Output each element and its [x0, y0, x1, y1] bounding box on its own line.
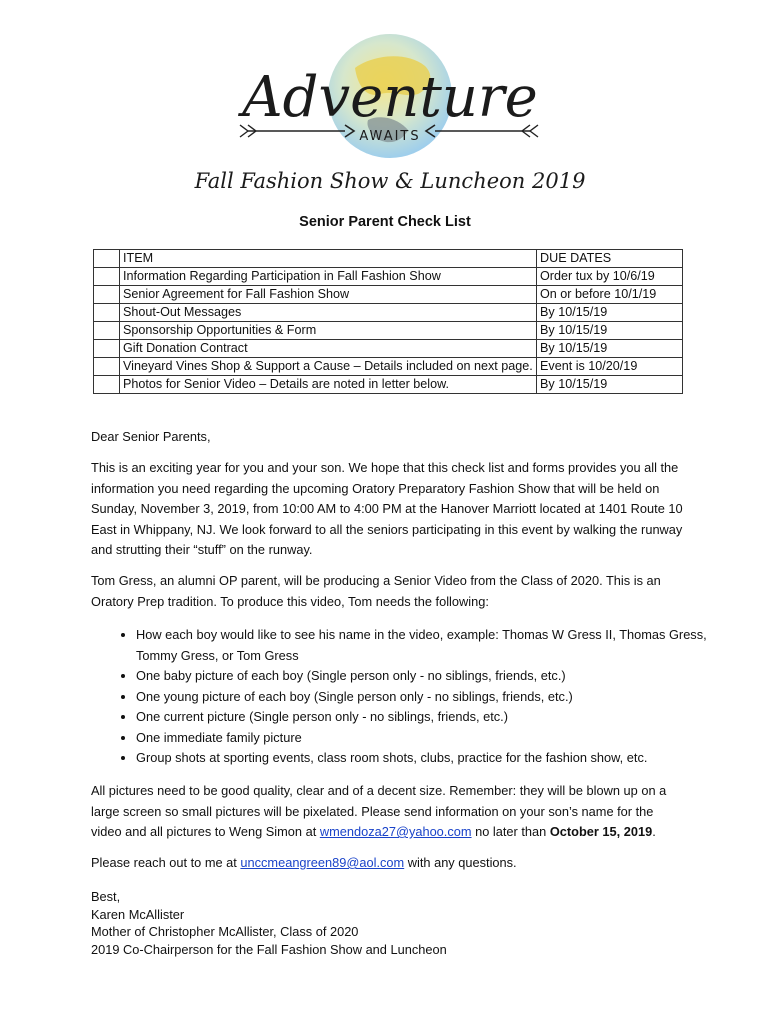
- header-item: ITEM: [120, 250, 537, 268]
- checkbox-cell[interactable]: [94, 340, 120, 358]
- table-row: [94, 286, 683, 304]
- contact-text-end: with any questions.: [404, 855, 517, 870]
- due-cell: By 10/15/19: [537, 376, 683, 394]
- due-cell: By 10/15/19: [537, 304, 683, 322]
- header-due-dates: DUE DATES: [537, 250, 683, 268]
- table-row: [94, 268, 683, 286]
- list-item: • One current picture (Single person only - no siblings, friends, etc.): [136, 707, 736, 728]
- salutation: Dear Senior Parents,: [91, 429, 211, 444]
- deadline-date: October 15, 2019: [549, 824, 653, 839]
- page-title: Senior Parent Check List: [299, 214, 471, 230]
- paragraph-pictures: [91, 781, 687, 843]
- item-cell: Gift Donation Contract: [120, 340, 537, 358]
- due-cell: Event is 10/20/19: [537, 358, 683, 376]
- pictures-text-mid: no later than: [471, 824, 550, 839]
- item-cell: Shout-Out Messages: [120, 304, 537, 322]
- table-row: [94, 322, 683, 340]
- item-cell: Information Regarding Participation in Fall Fashion Show: [120, 268, 537, 286]
- item-cell: Photos for Senior Video – Details are noted in letter below.: [120, 376, 537, 394]
- email-link-karen[interactable]: unccmeangreen89@aol.com: [240, 855, 405, 870]
- list-item: • One immediate family picture: [136, 728, 736, 749]
- list-item: • How each boy would like to see his name in the video, example: Thomas W Gress II, Thomas Gress, Tommy Gress, or Tom Gress: [136, 625, 736, 666]
- checklist-header-row: [94, 250, 683, 268]
- list-item: • Group shots at sporting events, class room shots, clubs, practice for the fashion show, etc.: [136, 748, 736, 769]
- due-cell: On or before 10/1/19: [537, 286, 683, 304]
- table-row: [94, 358, 683, 376]
- paragraph-contact: [91, 853, 687, 874]
- video-requirements-list: [91, 625, 736, 769]
- logo-banner: AWAITS: [359, 129, 421, 144]
- adventure-awaits-logo: [194, 28, 586, 196]
- checkbox-cell[interactable]: [94, 358, 120, 376]
- list-item: • One young picture of each boy (Single person only - no siblings, friends, etc.): [136, 687, 736, 708]
- pictures-text-end: .: [652, 824, 656, 839]
- signer-role: 2019 Co-Chairperson for the Fall Fashion Show and Luncheon: [91, 941, 447, 957]
- checklist-table: [93, 249, 683, 394]
- contact-text: Please reach out to me at: [91, 855, 241, 870]
- checkbox-cell[interactable]: [94, 322, 120, 340]
- list-item: • One baby picture of each boy (Single person only - no siblings, friends, etc.): [136, 666, 736, 687]
- table-row: [94, 340, 683, 358]
- item-cell: Senior Agreement for Fall Fashion Show: [120, 286, 537, 304]
- due-cell: By 10/15/19: [537, 322, 683, 340]
- checkbox-cell[interactable]: [94, 376, 120, 394]
- table-row: [94, 376, 683, 394]
- due-cell: Order tux by 10/6/19: [537, 268, 683, 286]
- logo-script-title: Adventure: [242, 65, 538, 130]
- checkbox-cell[interactable]: [94, 268, 120, 286]
- item-cell: Sponsorship Opportunities & Form: [120, 322, 537, 340]
- pictures-text: All pictures need to be good quality, clear and of a decent size. Remember: they will be blown up on a large screen so small pictures will be pixelated. Please send information on your son’s name for the video and all pictures to Weng Simon at: [91, 783, 667, 839]
- closing: Best,: [91, 889, 121, 904]
- checkbox-cell[interactable]: [94, 286, 120, 304]
- paragraph-video: Tom Gress, an alumni OP parent, will be producing a Senior Video from the Class of 2020. This is an Oratory Prep tradition. To produce this video, Tom needs the following:: [91, 573, 661, 609]
- checkbox-cell[interactable]: [94, 304, 120, 322]
- signer-relation: Mother of Christopher McAllister, Class of 2020: [91, 924, 359, 939]
- signature-block: [91, 888, 447, 958]
- signer-name: Karen McAllister: [91, 906, 185, 922]
- item-cell: Vineyard Vines Shop & Support a Cause – Details included on next page.: [120, 358, 537, 376]
- table-row: [94, 304, 683, 322]
- due-cell: By 10/15/19: [537, 340, 683, 358]
- email-link-weng[interactable]: wmendoza27@yahoo.com: [319, 824, 472, 839]
- logo-event: Fall Fashion Show & Luncheon 2019: [194, 169, 586, 193]
- paragraph-intro: This is an exciting year for you and your son. We hope that this check list and forms provides you all the information you need regarding the upcoming Oratory Preparatory Fashion Show that will be held on Sunday, November 3, 2019, from 10:00 AM to 4:00 PM at the Hanover Marriott located at 1401 Route 10 East in Whippany, NJ. We look forward to all the seniors participating in this event by walking the runway and strutting their “stuff” on the runway.: [91, 460, 683, 557]
- checkbox-cell[interactable]: [94, 250, 120, 268]
